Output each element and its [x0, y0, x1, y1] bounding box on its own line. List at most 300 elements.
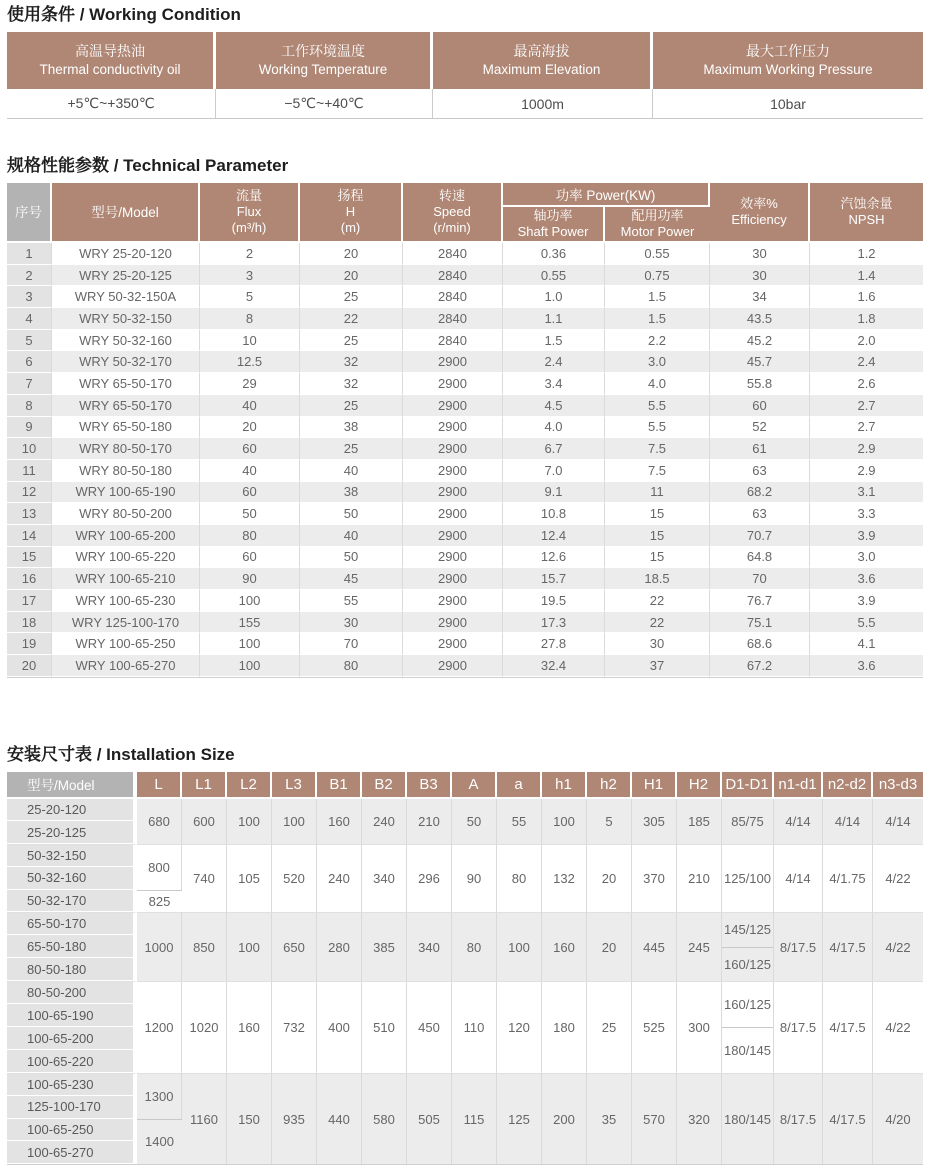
header-line: 转速: [438, 188, 465, 203]
value-cell: 3.0: [810, 547, 923, 569]
value-cell: 32.4: [503, 655, 605, 677]
value-cell: 8/17.5: [774, 912, 823, 981]
index-cell: 2: [7, 265, 52, 287]
table-row: [7, 1073, 923, 1096]
value-cell: 2900: [403, 417, 503, 439]
value-cell: 340: [362, 844, 407, 912]
value-cell: 100: [227, 799, 272, 844]
header-line: Speed: [433, 204, 471, 219]
header-en: Thermal conductivity oil: [39, 62, 181, 77]
value-cell: 38: [300, 482, 403, 504]
value-cell: 7.0: [503, 460, 605, 482]
value-cell: 340: [407, 912, 452, 981]
table-row: [7, 799, 923, 822]
value-cell: 25: [300, 330, 403, 352]
model-cell: WRY 100-65-200: [52, 525, 200, 547]
value-cell: 90: [200, 568, 300, 590]
value-cell: 510: [362, 981, 407, 1073]
model-cell: 100-65-250: [7, 1119, 137, 1142]
value-cell: 2840: [403, 243, 503, 265]
index-cell: 15: [7, 547, 52, 569]
value-cell: 22: [300, 308, 403, 330]
value-cell: 32: [300, 373, 403, 395]
value-cell: 22: [605, 590, 710, 612]
value-cell: 2900: [403, 612, 503, 634]
value-cell: 1.5: [605, 286, 710, 308]
model-cell: 25-20-125: [7, 821, 137, 844]
working-temperature-value: −5℃~+40℃: [216, 89, 433, 118]
value-cell: 600: [182, 799, 227, 844]
value-cell: 2840: [403, 265, 503, 287]
col-header-power-group: 功率 Power(KW): [503, 183, 710, 207]
value-cell: 1.4: [810, 265, 923, 287]
header-en: Maximum Elevation: [482, 62, 601, 77]
value-cell: 100: [227, 912, 272, 981]
value-cell: 4.0: [605, 373, 710, 395]
value-cell: 1.5: [503, 330, 605, 352]
value-cell: 80: [200, 525, 300, 547]
value-cell: 440: [317, 1073, 362, 1164]
working-condition-header: [7, 32, 923, 89]
value-cell: 29: [200, 373, 300, 395]
value-cell: 2900: [403, 460, 503, 482]
table-row: [7, 590, 923, 612]
value-cell: 150: [227, 1073, 272, 1164]
value-cell: 20: [587, 844, 632, 912]
value-cell: 25: [300, 438, 403, 460]
model-cell: WRY 100-65-220: [52, 547, 200, 569]
index-cell: 7: [7, 373, 52, 395]
value-cell: 61: [710, 438, 810, 460]
value-cell: 30: [710, 265, 810, 287]
table-row: [7, 525, 923, 547]
value-cell: 210: [407, 799, 452, 844]
value-cell: 1.1: [503, 308, 605, 330]
value-cell: 2.0: [810, 330, 923, 352]
value-cell: 4/14: [823, 799, 873, 844]
header-line: 效率%: [740, 196, 778, 211]
value-cell: 2900: [403, 373, 503, 395]
value-cell: 40: [300, 525, 403, 547]
header-line: 配用功率: [631, 208, 684, 223]
value-cell: 70: [300, 633, 403, 655]
value-cell: 132: [542, 844, 587, 912]
index-cell: 11: [7, 460, 52, 482]
table-row: [7, 633, 923, 655]
value-cell: 160: [542, 912, 587, 981]
value-cell: 2900: [403, 438, 503, 460]
value-cell: 2900: [403, 547, 503, 569]
value-cell: 20: [587, 912, 632, 981]
value-cell: 37: [605, 655, 710, 677]
value-cell: 2900: [403, 655, 503, 677]
model-cell: 50-32-170: [7, 890, 137, 913]
value-cell: 15: [605, 503, 710, 525]
value-cell: 3.6: [810, 655, 923, 677]
value-cell: 50: [300, 503, 403, 525]
value-cell: [722, 981, 774, 1073]
value-cell: 450: [407, 981, 452, 1073]
value-cell: 50: [200, 503, 300, 525]
working-condition-table: [7, 32, 923, 119]
value-cell: 2900: [403, 395, 503, 417]
technical-parameter-body: [7, 243, 923, 677]
col-header-D1-D1: D1-D1: [722, 772, 774, 799]
value-cell: 4/22: [873, 844, 923, 912]
value-cell: 3.9: [810, 525, 923, 547]
value-cell: 40: [300, 460, 403, 482]
value-cell: 125: [497, 1073, 542, 1164]
col-header-index: [7, 183, 52, 243]
header-line: 流量: [235, 188, 262, 203]
value-cell: 70: [710, 568, 810, 590]
value-cell: 650: [272, 912, 317, 981]
value-cell: 1160: [182, 1073, 227, 1164]
value-cell: 55: [300, 590, 403, 612]
table-row: [7, 417, 923, 439]
table-row: [7, 981, 923, 1004]
header-line: Shaft Power: [517, 224, 589, 239]
split-value: 180/145: [722, 1027, 773, 1073]
value-cell: 935: [272, 1073, 317, 1164]
value-cell: 15.7: [503, 568, 605, 590]
value-cell: 1.2: [810, 243, 923, 265]
value-cell: 680: [137, 799, 182, 844]
header-line: (m³/h): [231, 220, 267, 235]
value-cell: 5.5: [810, 612, 923, 634]
value-cell: 1.6: [810, 286, 923, 308]
table-row: [7, 503, 923, 525]
value-cell: 125/100: [722, 844, 774, 912]
value-cell: 9.1: [503, 482, 605, 504]
model-cell: 65-50-170: [7, 912, 137, 935]
thermal-oil-value: +5℃~+350℃: [7, 89, 216, 118]
value-cell: 4/14: [774, 844, 823, 912]
model-cell: WRY 65-50-170: [52, 395, 200, 417]
col-header-B1: B1: [317, 772, 362, 799]
value-cell: 2900: [403, 482, 503, 504]
col-header-npsh: [810, 183, 923, 243]
value-cell: 4/14: [873, 799, 923, 844]
table-row: [7, 438, 923, 460]
value-cell: 4/17.5: [823, 1073, 873, 1164]
value-cell: 25: [300, 286, 403, 308]
value-cell: 5: [200, 286, 300, 308]
value-cell: 800: [137, 844, 182, 889]
value-cell: 240: [362, 799, 407, 844]
value-cell: 1.5: [605, 308, 710, 330]
col-header-maximum-working-pressure: [653, 32, 923, 89]
model-cell: 100-65-230: [7, 1073, 137, 1096]
header-line: 汽蚀余量: [840, 196, 893, 211]
table-row: [7, 460, 923, 482]
value-cell: 30: [605, 633, 710, 655]
value-cell: 4/17.5: [823, 912, 873, 981]
value-cell: 80: [452, 912, 497, 981]
value-cell: [722, 912, 774, 981]
model-cell: WRY 100-65-210: [52, 568, 200, 590]
table-row: [7, 395, 923, 417]
value-cell: 5.5: [605, 417, 710, 439]
value-cell: 2.6: [810, 373, 923, 395]
col-header-model: [52, 183, 200, 243]
model-cell: 125-100-170: [7, 1096, 137, 1119]
value-cell: 525: [632, 981, 677, 1073]
header-zh: 最高海拔: [513, 43, 570, 59]
value-cell: 100: [200, 655, 300, 677]
value-cell: 280: [317, 912, 362, 981]
value-cell: 40: [200, 460, 300, 482]
value-cell: 505: [407, 1073, 452, 1164]
value-cell: 3: [200, 265, 300, 287]
value-cell: 55: [497, 799, 542, 844]
header-en: Working Temperature: [258, 62, 388, 77]
model-cell: 50-32-150: [7, 844, 137, 867]
maximum-elevation-value: 1000m: [433, 89, 653, 118]
value-cell: 2900: [403, 351, 503, 373]
value-cell: 20: [200, 417, 300, 439]
header-line: H: [345, 204, 356, 219]
value-cell: 850: [182, 912, 227, 981]
value-cell: 210: [677, 844, 722, 912]
header-line: 序号: [15, 204, 42, 220]
model-cell: WRY 50-32-170: [52, 351, 200, 373]
value-cell: 15: [605, 547, 710, 569]
value-cell: 296: [407, 844, 452, 912]
index-cell: 17: [7, 590, 52, 612]
model-cell: WRY 50-32-150: [52, 308, 200, 330]
value-cell: 2840: [403, 286, 503, 308]
value-cell: 8: [200, 308, 300, 330]
value-cell: 115: [452, 1073, 497, 1164]
value-cell: 100: [542, 799, 587, 844]
value-cell: 520: [272, 844, 317, 912]
value-cell: 2840: [403, 330, 503, 352]
value-cell: 45: [300, 568, 403, 590]
value-cell: 10.8: [503, 503, 605, 525]
col-header-L: L: [137, 772, 182, 799]
col-header-motor-power: [605, 207, 710, 243]
value-cell: 580: [362, 1073, 407, 1164]
maximum-working-pressure-value: 10bar: [653, 89, 923, 118]
col-header-H2: H2: [677, 772, 722, 799]
value-cell: 64.8: [710, 547, 810, 569]
table-row: [7, 373, 923, 395]
model-cell: 100-65-270: [7, 1141, 137, 1164]
index-cell: 9: [7, 417, 52, 439]
value-cell: 732: [272, 981, 317, 1073]
index-cell: 14: [7, 525, 52, 547]
col-header-B2: B2: [362, 772, 407, 799]
value-cell: 180: [542, 981, 587, 1073]
value-cell: 12.4: [503, 525, 605, 547]
value-cell: 3.1: [810, 482, 923, 504]
value-cell: 70.7: [710, 525, 810, 547]
model-cell: 80-50-200: [7, 981, 137, 1004]
col-header-working-temperature: [216, 32, 433, 89]
value-cell: 4.1: [810, 633, 923, 655]
model-cell: WRY 100-65-270: [52, 655, 200, 677]
value-cell: 2.4: [810, 351, 923, 373]
value-cell: 80: [300, 655, 403, 677]
model-cell: WRY 80-50-180: [52, 460, 200, 482]
value-cell: 12.5: [200, 351, 300, 373]
value-cell: 4/14: [774, 799, 823, 844]
col-header-n2-d2: n2-d2: [823, 772, 873, 799]
value-cell: 19.5: [503, 590, 605, 612]
value-cell: 180/145: [722, 1073, 774, 1164]
technical-parameter-header: [7, 183, 923, 243]
index-cell: 5: [7, 330, 52, 352]
index-cell: 13: [7, 503, 52, 525]
model-cell: WRY 65-50-180: [52, 417, 200, 439]
col-header-h1: h1: [542, 772, 587, 799]
value-cell: 0.55: [503, 265, 605, 287]
value-cell: 63: [710, 460, 810, 482]
value-cell: 1020: [182, 981, 227, 1073]
value-cell: 27.8: [503, 633, 605, 655]
value-cell: 2840: [403, 308, 503, 330]
value-cell: 20: [300, 243, 403, 265]
index-cell: 20: [7, 655, 52, 677]
model-cell: WRY 80-50-200: [52, 503, 200, 525]
value-cell: 2900: [403, 590, 503, 612]
table-row: [7, 330, 923, 352]
installation-size-title: 安装尺寸表 / Installation Size: [7, 744, 235, 764]
value-cell: 385: [362, 912, 407, 981]
value-cell: 100: [200, 633, 300, 655]
value-cell: 2900: [403, 503, 503, 525]
value-cell: 155: [200, 612, 300, 634]
value-cell: 2.9: [810, 438, 923, 460]
index-cell: 10: [7, 438, 52, 460]
col-header-head: [300, 183, 403, 243]
header-line: NPSH: [848, 212, 885, 227]
value-cell: 12.6: [503, 547, 605, 569]
installation-size-table: [7, 772, 923, 1165]
split-value: 160/125: [722, 947, 773, 982]
value-cell: 2900: [403, 568, 503, 590]
col-header-maximum-elevation: [433, 32, 653, 89]
value-cell: 445: [632, 912, 677, 981]
header-line: (r/min): [433, 220, 471, 235]
split-value: 160/125: [724, 997, 771, 1013]
model-cell: 50-32-160: [7, 867, 137, 890]
model-cell: WRY 50-32-160: [52, 330, 200, 352]
value-cell: 3.0: [605, 351, 710, 373]
header-line: (m): [340, 220, 361, 235]
installation-size-body: [7, 799, 923, 1164]
col-header-L3: L3: [272, 772, 317, 799]
value-cell: 60: [200, 482, 300, 504]
technical-parameter-title: 规格性能参数 / Technical Parameter: [7, 156, 289, 175]
working-condition-title: 使用条件 / Working Condition: [7, 5, 241, 24]
value-cell: 2900: [403, 633, 503, 655]
value-cell: 400: [317, 981, 362, 1073]
table-row: [7, 308, 923, 330]
table-row: [7, 655, 923, 677]
value-cell: 30: [710, 243, 810, 265]
value-cell: 300: [677, 981, 722, 1073]
index-cell: 3: [7, 286, 52, 308]
header-line: 型号/Model: [91, 204, 159, 220]
index-cell: 4: [7, 308, 52, 330]
value-cell: 20: [300, 265, 403, 287]
table-row: [7, 482, 923, 504]
col-header-thermal-oil: [7, 32, 216, 89]
value-cell: 40: [200, 395, 300, 417]
header-zh: 工作环境温度: [281, 43, 365, 59]
value-cell: 3.3: [810, 503, 923, 525]
value-cell: 1400: [137, 1119, 182, 1164]
value-cell: 0.36: [503, 243, 605, 265]
value-cell: 160: [317, 799, 362, 844]
value-cell: 570: [632, 1073, 677, 1164]
split-value: 145/125: [724, 922, 771, 938]
model-cell: WRY 25-20-125: [52, 265, 200, 287]
model-cell: WRY 80-50-170: [52, 438, 200, 460]
model-cell: WRY 100-65-250: [52, 633, 200, 655]
value-cell: 17.3: [503, 612, 605, 634]
value-cell: 50: [452, 799, 497, 844]
col-header-n3-d3: n3-d3: [873, 772, 923, 799]
value-cell: 50: [300, 547, 403, 569]
table-row: [7, 243, 923, 265]
value-cell: 35: [587, 1073, 632, 1164]
header-line: 轴功率: [533, 208, 573, 223]
value-cell: 2: [200, 243, 300, 265]
value-cell: 1.0: [503, 286, 605, 308]
index-cell: 18: [7, 612, 52, 634]
col-header-L1: L1: [182, 772, 227, 799]
value-cell: 63: [710, 503, 810, 525]
value-cell: 5: [587, 799, 632, 844]
value-cell: 7.5: [605, 438, 710, 460]
table-row: [7, 265, 923, 287]
table-row: [7, 547, 923, 569]
value-cell: 22: [605, 612, 710, 634]
value-cell: 3.9: [810, 590, 923, 612]
model-cell: 80-50-180: [7, 958, 137, 981]
col-header-A: A: [452, 772, 497, 799]
value-cell: 18.5: [605, 568, 710, 590]
header-en: Maximum Working Pressure: [703, 62, 873, 77]
working-condition-values-row: [7, 89, 923, 118]
value-cell: 43.5: [710, 308, 810, 330]
table-row: [7, 351, 923, 373]
header-line: Efficiency: [731, 212, 787, 227]
table-row: [7, 568, 923, 590]
index-cell: 12: [7, 482, 52, 504]
value-cell: 2.7: [810, 417, 923, 439]
value-cell: 2.4: [503, 351, 605, 373]
index-cell: 6: [7, 351, 52, 373]
value-cell: 67.2: [710, 655, 810, 677]
value-cell: 4/22: [873, 981, 923, 1073]
value-cell: 245: [677, 912, 722, 981]
table-row: [7, 912, 923, 935]
value-cell: 320: [677, 1073, 722, 1164]
value-cell: 1200: [137, 981, 182, 1073]
installation-size-header: [7, 772, 923, 799]
value-cell: 30: [300, 612, 403, 634]
table-row: [7, 286, 923, 308]
value-cell: 5.5: [605, 395, 710, 417]
value-cell: 4.5: [503, 395, 605, 417]
value-cell: 4/17.5: [823, 981, 873, 1073]
header-zh: 高温导热油: [75, 43, 145, 59]
value-cell: 2.7: [810, 395, 923, 417]
